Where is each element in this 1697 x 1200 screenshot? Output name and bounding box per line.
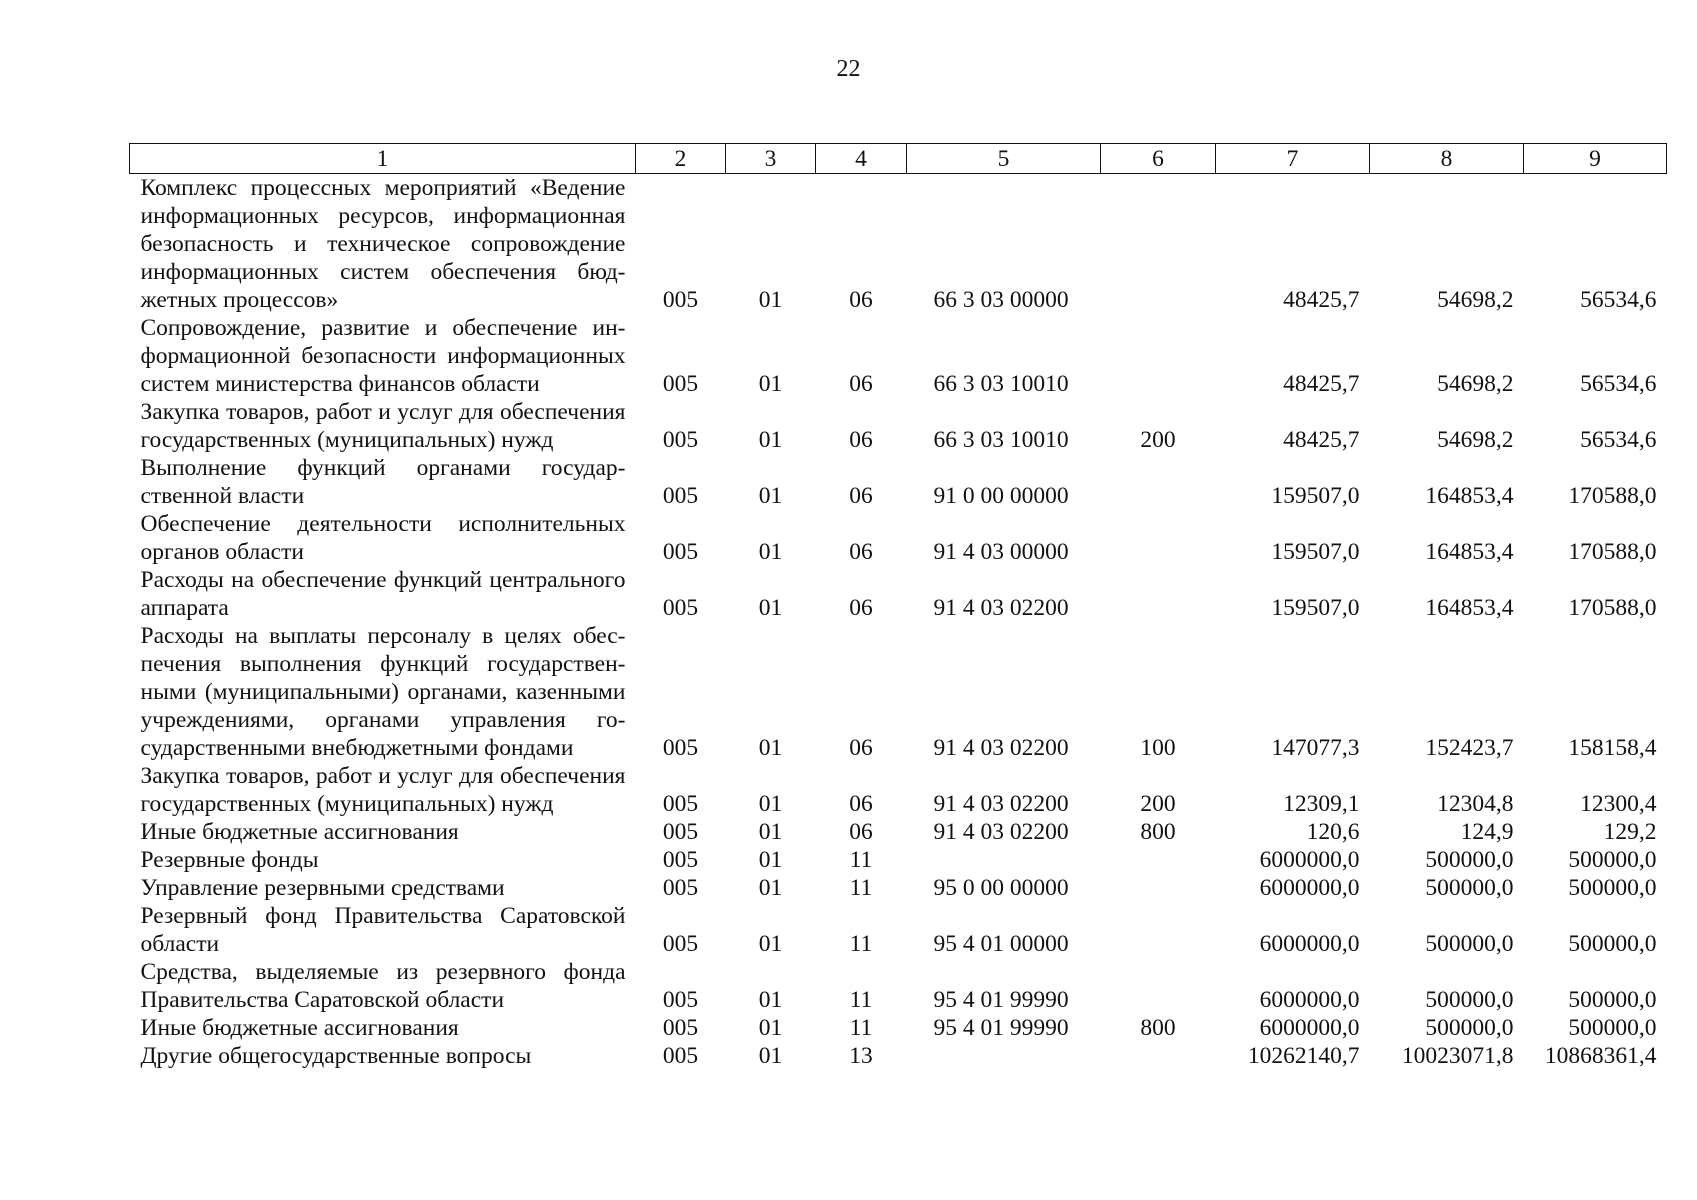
amount-col-7: 6000000,0 xyxy=(1259,847,1360,873)
target-article-code xyxy=(907,1042,1101,1070)
ministry-code: 005 xyxy=(662,371,699,397)
expense-type-code xyxy=(1101,958,1216,1014)
section-code: 01 xyxy=(758,371,783,397)
target-article-code: 91 0 00 00000 xyxy=(933,483,1069,509)
header-cell: 3 xyxy=(726,144,816,174)
target-article-code: 66 3 03 10010 xyxy=(933,427,1069,453)
subsection-code: 11 xyxy=(849,931,873,957)
target-article-code: 95 4 01 00000 xyxy=(933,931,1069,957)
amount-col-8: 54698,2 xyxy=(1437,427,1514,453)
table-row xyxy=(130,174,1667,315)
amount-col-9: 500000,0 xyxy=(1568,875,1657,901)
table-header xyxy=(130,144,1667,174)
amount-col-8: 164853,4 xyxy=(1425,539,1514,565)
amount-col-7: 6000000,0 xyxy=(1259,1015,1360,1041)
expense-type-code: 100 xyxy=(1140,735,1176,761)
amount-col-8: 500000,0 xyxy=(1425,931,1514,957)
ministry-code: 005 xyxy=(662,483,699,509)
budget-item-name: Расходы на обеспечение функций центрального аппарата xyxy=(140,567,626,621)
expense-type-code xyxy=(1101,174,1216,315)
expense-type-code: 800 xyxy=(1140,819,1176,845)
table-row xyxy=(130,1014,1667,1042)
amount-col-7: 48425,7 xyxy=(1283,287,1360,313)
subsection-code: 06 xyxy=(849,735,873,761)
ministry-code: 005 xyxy=(662,875,699,901)
section-code: 01 xyxy=(758,483,783,509)
table-row xyxy=(130,566,1667,622)
header-cell: 6 xyxy=(1101,144,1216,174)
expense-type-code xyxy=(1101,1042,1216,1070)
header-cell: 4 xyxy=(816,144,907,174)
target-article-code: 91 4 03 00000 xyxy=(933,539,1069,565)
ministry-code: 005 xyxy=(662,931,699,957)
section-code: 01 xyxy=(758,931,783,957)
subsection-code: 06 xyxy=(849,595,873,621)
subsection-code: 11 xyxy=(849,847,873,873)
budget-item-name: Комплекс процессных мероприятий «Ведение информационных ресурсов, информационная безопасность и техническое сопровождение информационных систем обеспечения бюджетных процессов» xyxy=(140,175,626,313)
section-code: 01 xyxy=(758,987,783,1013)
header-cell: 5 xyxy=(907,144,1101,174)
section-code: 01 xyxy=(758,1043,783,1069)
subsection-code: 13 xyxy=(849,1043,873,1069)
section-code: 01 xyxy=(758,847,783,873)
amount-col-7: 6000000,0 xyxy=(1259,875,1360,901)
expense-type-code: 200 xyxy=(1140,791,1176,817)
amount-col-7: 6000000,0 xyxy=(1259,987,1360,1013)
amount-col-8: 164853,4 xyxy=(1425,483,1514,509)
expense-type-code xyxy=(1101,314,1216,398)
subsection-code: 11 xyxy=(849,987,873,1013)
table-row xyxy=(130,510,1667,566)
header-cell: 8 xyxy=(1370,144,1524,174)
budget-item-name: Резервный фонд Правительства Саратовской области xyxy=(140,903,626,957)
header-cell: 1 xyxy=(130,144,636,174)
budget-item-name: Иные бюджетные ассигнования xyxy=(140,819,459,845)
section-code: 01 xyxy=(758,875,783,901)
amount-col-9: 500000,0 xyxy=(1568,987,1657,1013)
amount-col-9: 10868361,4 xyxy=(1544,1043,1657,1069)
header-cell: 2 xyxy=(636,144,726,174)
section-code: 01 xyxy=(758,819,783,845)
table-row xyxy=(130,902,1667,958)
subsection-code: 06 xyxy=(849,483,873,509)
subsection-code: 06 xyxy=(849,371,873,397)
ministry-code: 005 xyxy=(662,595,699,621)
target-article-code: 91 4 03 02200 xyxy=(933,791,1069,817)
target-article-code: 66 3 03 10010 xyxy=(933,371,1069,397)
table-row xyxy=(130,398,1667,454)
table-row xyxy=(130,1042,1667,1070)
ministry-code: 005 xyxy=(662,1015,699,1041)
table-row xyxy=(130,314,1667,398)
target-article-code: 91 4 03 02200 xyxy=(933,735,1069,761)
target-article-code: 95 4 01 99990 xyxy=(933,987,1069,1013)
amount-col-7: 12309,1 xyxy=(1283,791,1360,817)
amount-col-7: 48425,7 xyxy=(1283,371,1360,397)
budget-item-name: Закупка товаров, работ и услуг для обеспечения государственных (муниципальных) нужд xyxy=(140,763,626,817)
amount-col-9: 170588,0 xyxy=(1568,595,1657,621)
expense-type-code xyxy=(1101,846,1216,874)
amount-col-9: 12300,4 xyxy=(1580,791,1657,817)
expense-type-code: 200 xyxy=(1140,427,1176,453)
budget-item-name: Расходы на выплаты персоналу в целях обеспечения выполнения функций государственными (муниципальными) органами, казенными учреждениями, органами управления государственными внебюджетными фондами xyxy=(140,623,626,761)
target-article-code: 91 4 03 02200 xyxy=(933,595,1069,621)
subsection-code: 11 xyxy=(849,1015,873,1041)
expense-type-code xyxy=(1101,510,1216,566)
section-code: 01 xyxy=(758,539,783,565)
section-code: 01 xyxy=(758,791,783,817)
amount-col-7: 159507,0 xyxy=(1271,483,1360,509)
budget-item-name: Иные бюджетные ассигнования xyxy=(140,1015,459,1041)
amount-col-9: 500000,0 xyxy=(1568,931,1657,957)
table-row xyxy=(130,762,1667,818)
expense-type-code: 800 xyxy=(1140,1015,1176,1041)
subsection-code: 06 xyxy=(849,427,873,453)
ministry-code: 005 xyxy=(662,987,699,1013)
table-body xyxy=(130,174,1667,1071)
amount-col-9: 158158,4 xyxy=(1568,735,1657,761)
budget-item-name: Закупка товаров, работ и услуг для обеспечения государственных (муниципальных) нужд xyxy=(140,399,626,453)
expense-type-code xyxy=(1101,902,1216,958)
amount-col-8: 500000,0 xyxy=(1425,987,1514,1013)
table-row xyxy=(130,818,1667,846)
amount-col-8: 54698,2 xyxy=(1437,287,1514,313)
amount-col-7: 159507,0 xyxy=(1271,595,1360,621)
budget-item-name: Средства, выделяемые из резервного фонда Правительства Саратовской области xyxy=(140,959,626,1013)
expense-type-code xyxy=(1101,566,1216,622)
amount-col-8: 500000,0 xyxy=(1425,847,1514,873)
amount-col-7: 48425,7 xyxy=(1283,427,1360,453)
amount-col-7: 10262140,7 xyxy=(1247,1043,1360,1069)
amount-col-8: 152423,7 xyxy=(1425,735,1514,761)
subsection-code: 11 xyxy=(849,875,873,901)
amount-col-9: 129,2 xyxy=(1603,819,1657,845)
target-article-code: 66 3 03 00000 xyxy=(933,287,1069,313)
subsection-code: 06 xyxy=(849,819,873,845)
amount-col-8: 10023071,8 xyxy=(1401,1043,1514,1069)
budget-table xyxy=(129,143,1667,1070)
target-article-code: 91 4 03 02200 xyxy=(933,819,1069,845)
amount-col-8: 124,9 xyxy=(1460,819,1514,845)
amount-col-7: 120,6 xyxy=(1306,819,1360,845)
ministry-code: 005 xyxy=(662,791,699,817)
table-row xyxy=(130,958,1667,1014)
ministry-code: 005 xyxy=(662,427,699,453)
budget-item-name: Резервные фонды xyxy=(140,847,319,873)
subsection-code: 06 xyxy=(849,539,873,565)
budget-item-name: Управление резервными средствами xyxy=(140,875,505,901)
amount-col-8: 164853,4 xyxy=(1425,595,1514,621)
table-row xyxy=(130,874,1667,902)
table-row xyxy=(130,454,1667,510)
amount-col-7: 159507,0 xyxy=(1271,539,1360,565)
ministry-code: 005 xyxy=(662,819,699,845)
header-row xyxy=(130,144,1667,174)
budget-item-name: Обеспечение деятельности исполнительных органов области xyxy=(140,511,626,565)
amount-col-8: 12304,8 xyxy=(1437,791,1514,817)
amount-col-7: 6000000,0 xyxy=(1259,931,1360,957)
ministry-code: 005 xyxy=(662,1043,699,1069)
expense-type-code xyxy=(1101,454,1216,510)
ministry-code: 005 xyxy=(662,735,699,761)
amount-col-9: 56534,6 xyxy=(1580,427,1657,453)
header-cell: 7 xyxy=(1216,144,1370,174)
section-code: 01 xyxy=(758,1015,783,1041)
amount-col-9: 500000,0 xyxy=(1568,1015,1657,1041)
amount-col-8: 500000,0 xyxy=(1425,1015,1514,1041)
budget-item-name: Другие общегосударственные вопросы xyxy=(140,1043,532,1069)
subsection-code: 06 xyxy=(849,287,873,313)
budget-item-name: Выполнение функций органами государственной власти xyxy=(140,455,626,509)
table-row xyxy=(130,846,1667,874)
section-code: 01 xyxy=(758,735,783,761)
expense-type-code xyxy=(1101,874,1216,902)
amount-col-9: 56534,6 xyxy=(1580,371,1657,397)
target-article-code: 95 0 00 00000 xyxy=(933,875,1069,901)
amount-col-9: 56534,6 xyxy=(1580,287,1657,313)
ministry-code: 005 xyxy=(662,287,699,313)
target-article-code: 95 4 01 99990 xyxy=(933,1015,1069,1041)
subsection-code: 06 xyxy=(849,791,873,817)
amount-col-7: 147077,3 xyxy=(1271,735,1360,761)
amount-col-8: 54698,2 xyxy=(1437,371,1514,397)
amount-col-9: 170588,0 xyxy=(1568,483,1657,509)
amount-col-9: 500000,0 xyxy=(1568,847,1657,873)
page-number: 22 xyxy=(836,56,861,82)
ministry-code: 005 xyxy=(662,847,699,873)
section-code: 01 xyxy=(758,595,783,621)
section-code: 01 xyxy=(758,427,783,453)
amount-col-9: 170588,0 xyxy=(1568,539,1657,565)
target-article-code xyxy=(907,846,1101,874)
budget-item-name: Сопровождение, развитие и обеспечение информационной безопасности информационных систем министерства финансов области xyxy=(140,315,626,397)
ministry-code: 005 xyxy=(662,539,699,565)
header-cell: 9 xyxy=(1524,144,1667,174)
table-row xyxy=(130,622,1667,762)
amount-col-8: 500000,0 xyxy=(1425,875,1514,901)
section-code: 01 xyxy=(758,287,783,313)
